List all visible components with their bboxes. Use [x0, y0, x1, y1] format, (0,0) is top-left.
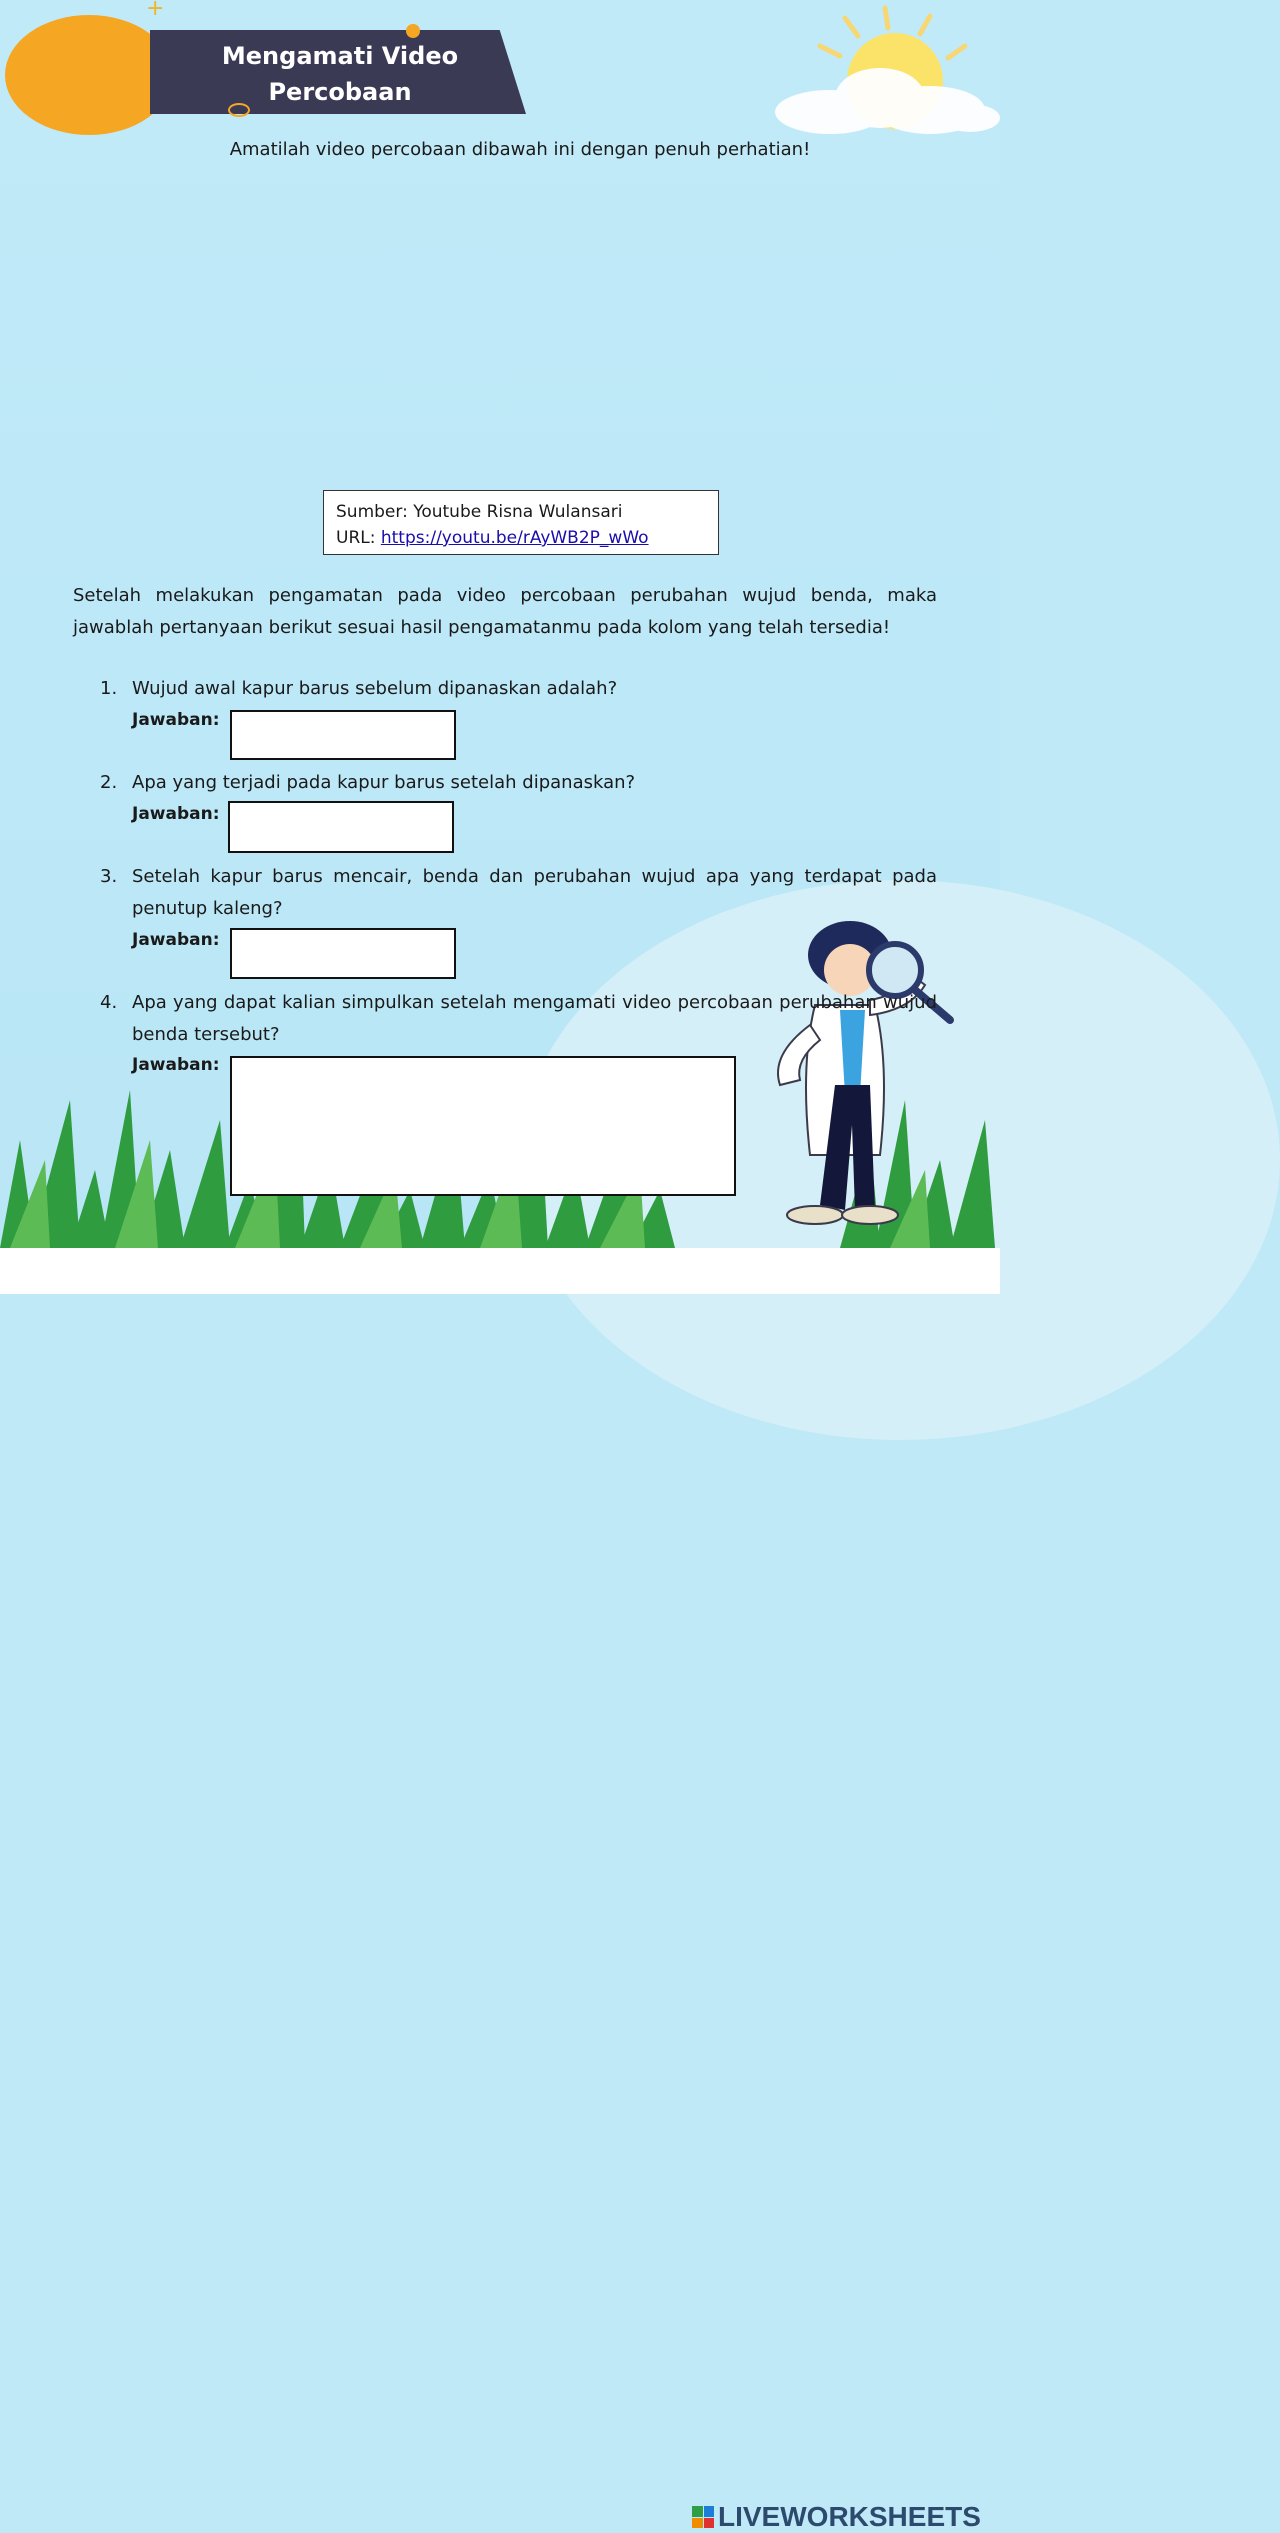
page-title-line2: Percobaan — [268, 78, 412, 106]
answer-input-3[interactable] — [230, 928, 456, 979]
source-url-link[interactable]: https://youtu.be/rAyWB2P_wWo — [380, 528, 649, 548]
source-url-line — [336, 525, 706, 551]
source-box — [323, 490, 719, 555]
question-number: 2. — [100, 772, 118, 793]
answer-input-4[interactable] — [230, 1056, 736, 1196]
question-number: 1. — [100, 678, 118, 699]
liveworksheets-icon — [692, 2506, 714, 2528]
answer-label: Jawaban: — [132, 930, 220, 950]
footer — [0, 1248, 1000, 2532]
intro-text: Amatilah video percobaan dibawah ini dengan penuh perhatian! — [229, 139, 811, 160]
instructions-text: Setelah melakukan pengamatan pada video percobaan perubahan wujud benda, maka jawablah pertanyaan berikut sesuai hasil pengamatanmu pada kolom yang telah tersedia! — [73, 585, 937, 638]
question-number: 4. — [100, 992, 118, 1013]
page-title-line1: Mengamati Video — [221, 42, 459, 70]
source-label: Sumber: Youtube Risna Wulansari — [336, 502, 623, 522]
question-text: Apa yang dapat kalian simpulkan setelah mengamati video percobaan perubahan wujud benda tersebut? — [132, 992, 937, 1045]
liveworksheets-wordmark: LIVEWORKSHEETS — [718, 2501, 981, 2532]
answer-input-1[interactable] — [230, 710, 456, 760]
answer-input-2[interactable] — [228, 801, 454, 853]
question-text: Apa yang terjadi pada kapur barus setelah dipanaskan? — [132, 772, 636, 793]
liveworksheets-logo — [692, 2502, 981, 2532]
sparkle-icon: + — [146, 0, 165, 21]
page-title — [190, 38, 490, 110]
cloud-decoration — [760, 60, 1000, 140]
answer-label: Jawaban: — [132, 710, 220, 730]
answer-label: Jawaban: — [132, 1055, 220, 1075]
question-text: Setelah kapur barus mencair, benda dan perubahan wujud apa yang terdapat pada penutup kaleng? — [132, 866, 937, 919]
banner-dot-decoration — [406, 24, 420, 38]
answer-label: Jawaban: — [132, 804, 220, 824]
question-number: 3. — [100, 866, 118, 887]
source-url-prefix: URL: — [336, 528, 381, 548]
question-text: Wujud awal kapur barus sebelum dipanaskan adalah? — [132, 678, 618, 699]
sun-left-decoration — [5, 15, 173, 135]
worksheet-background — [0, 0, 1000, 1248]
